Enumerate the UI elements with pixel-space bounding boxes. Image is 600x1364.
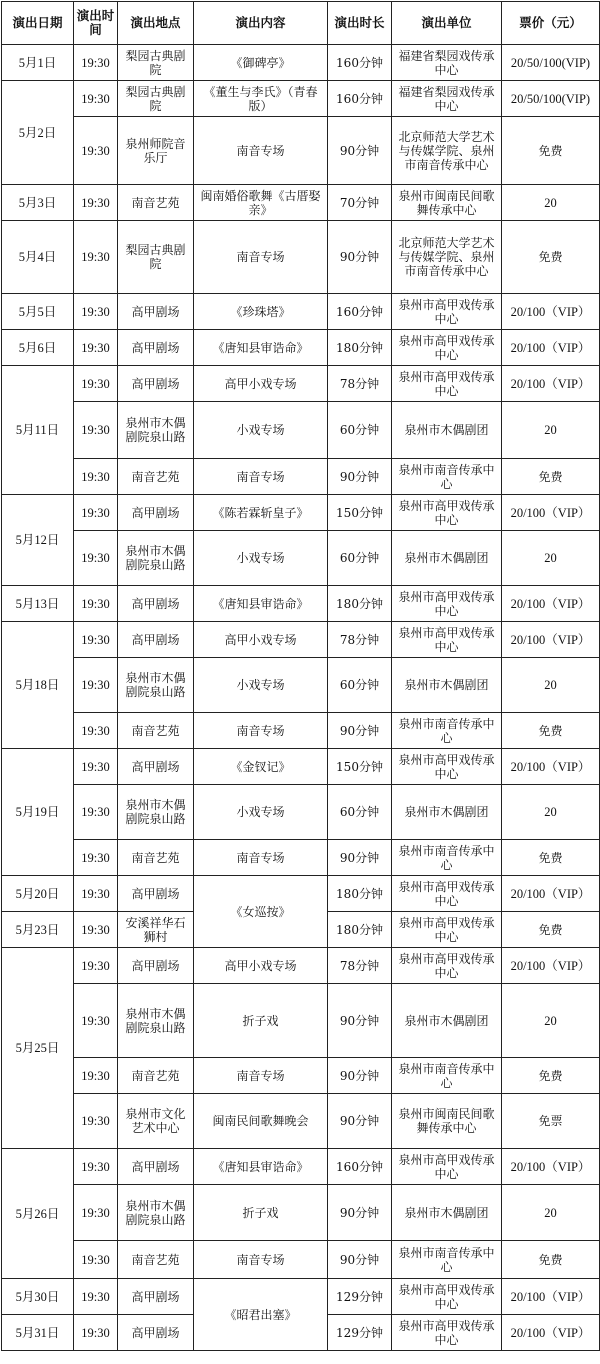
content-cell: 《唐知县审诰命》: [194, 1149, 328, 1185]
venue-cell: 高甲剧场: [118, 330, 194, 366]
duration-cell: 180分钟: [328, 586, 392, 622]
duration-cell: 60分钟: [328, 658, 392, 713]
content-cell: 小戏专场: [194, 785, 328, 840]
content-cell: 《金钗记》: [194, 749, 328, 785]
time-cell: 19:30: [74, 366, 118, 402]
date-cell: 5月19日: [2, 749, 74, 876]
time-cell: 19:30: [74, 840, 118, 876]
duration-cell: 180分钟: [328, 912, 392, 948]
time-cell: 19:30: [74, 1241, 118, 1279]
content-cell: 《唐知县审诰命》: [194, 586, 328, 622]
duration-cell: 60分钟: [328, 785, 392, 840]
unit-cell: 泉州市高甲戏传承中心: [392, 912, 502, 948]
table-row: [2, 495, 600, 531]
unit-cell: 泉州市高甲戏传承中心: [392, 495, 502, 531]
time-cell: 19:30: [74, 948, 118, 984]
venue-cell: 高甲剧场: [118, 495, 194, 531]
time-cell: 19:30: [74, 658, 118, 713]
time-cell: 19:30: [74, 912, 118, 948]
table-row: [2, 1185, 600, 1241]
duration-cell: 90分钟: [328, 1058, 392, 1094]
venue-cell: 高甲剧场: [118, 366, 194, 402]
time-cell: 19:30: [74, 876, 118, 912]
unit-cell: 泉州市木偶剧团: [392, 658, 502, 713]
venue-cell: 泉州市木偶剧院泉山路: [118, 531, 194, 586]
price-cell: 20/100（VIP）: [502, 1279, 600, 1315]
unit-cell: 泉州市闽南民间歌舞传承中心: [392, 1094, 502, 1149]
duration-cell: 60分钟: [328, 402, 392, 459]
date-cell: 5月18日: [2, 622, 74, 749]
time-cell: 19:30: [74, 785, 118, 840]
time-cell: 19:30: [74, 495, 118, 531]
venue-cell: 梨园古典剧院: [118, 81, 194, 117]
venue-cell: 泉州师院音乐厅: [118, 117, 194, 185]
content-cell: 折子戏: [194, 1185, 328, 1241]
date-cell: 5月20日: [2, 876, 74, 912]
duration-cell: 90分钟: [328, 1185, 392, 1241]
time-cell: 19:30: [74, 622, 118, 658]
time-cell: 19:30: [74, 984, 118, 1058]
time-cell: 19:30: [74, 45, 118, 81]
venue-cell: 安溪祥华石狮村: [118, 912, 194, 948]
unit-cell: 泉州市南音传承中心: [392, 713, 502, 749]
content-cell: 《珍珠塔》: [194, 294, 328, 330]
price-cell: 20: [502, 785, 600, 840]
unit-cell: 泉州市高甲戏传承中心: [392, 366, 502, 402]
time-cell: 19:30: [74, 294, 118, 330]
price-cell: 20/100（VIP）: [502, 749, 600, 785]
venue-cell: 高甲剧场: [118, 622, 194, 658]
duration-cell: 90分钟: [328, 459, 392, 495]
time-cell: 19:30: [74, 1094, 118, 1149]
venue-cell: 高甲剧场: [118, 586, 194, 622]
performance-schedule-table: [1, 1, 600, 1351]
unit-cell: 泉州市南音传承中心: [392, 459, 502, 495]
header-venue: 演出地点: [118, 2, 194, 45]
duration-cell: 160分钟: [328, 45, 392, 81]
table-row: [2, 459, 600, 495]
unit-cell: 泉州市高甲戏传承中心: [392, 1149, 502, 1185]
unit-cell: 泉州市南音传承中心: [392, 1241, 502, 1279]
date-cell: 5月13日: [2, 586, 74, 622]
table-row: [2, 658, 600, 713]
duration-cell: 78分钟: [328, 948, 392, 984]
venue-cell: 南音艺苑: [118, 713, 194, 749]
unit-cell: 泉州市高甲戏传承中心: [392, 330, 502, 366]
price-cell: 免费: [502, 221, 600, 294]
price-cell: 20/50/100(VIP): [502, 45, 600, 81]
duration-cell: 90分钟: [328, 1094, 392, 1149]
price-cell: 20/100（VIP）: [502, 495, 600, 531]
content-cell: 《唐知县审诰命》: [194, 330, 328, 366]
venue-cell: 高甲剧场: [118, 749, 194, 785]
header-date: 演出日期: [2, 2, 74, 45]
price-cell: 20/100（VIP）: [502, 330, 600, 366]
duration-cell: 78分钟: [328, 622, 392, 658]
content-cell: 南音专场: [194, 1058, 328, 1094]
time-cell: 19:30: [74, 749, 118, 785]
content-cell: 小戏专场: [194, 658, 328, 713]
date-cell: 5月30日: [2, 1279, 74, 1315]
venue-cell: 高甲剧场: [118, 948, 194, 984]
table-row: [2, 185, 600, 221]
price-cell: 20: [502, 658, 600, 713]
unit-cell: 泉州市高甲戏传承中心: [392, 586, 502, 622]
price-cell: 20/100（VIP）: [502, 586, 600, 622]
table-row: [2, 45, 600, 81]
venue-cell: 高甲剧场: [118, 1149, 194, 1185]
content-cell: 南音专场: [194, 840, 328, 876]
duration-cell: 160分钟: [328, 294, 392, 330]
time-cell: 19:30: [74, 1058, 118, 1094]
duration-cell: 160分钟: [328, 81, 392, 117]
table-row: [2, 1094, 600, 1149]
time-cell: 19:30: [74, 330, 118, 366]
content-cell: 《女巡按》: [194, 876, 328, 948]
time-cell: 19:30: [74, 117, 118, 185]
price-cell: 20: [502, 531, 600, 586]
table-row: [2, 117, 600, 185]
duration-cell: 90分钟: [328, 117, 392, 185]
price-cell: 免费: [502, 1241, 600, 1279]
time-cell: 19:30: [74, 713, 118, 749]
date-cell: 5月12日: [2, 495, 74, 586]
date-cell: 5月25日: [2, 948, 74, 1149]
unit-cell: 福建省梨园戏传承中心: [392, 81, 502, 117]
price-cell: 20/100（VIP）: [502, 1149, 600, 1185]
unit-cell: 泉州市高甲戏传承中心: [392, 1279, 502, 1315]
venue-cell: 高甲剧场: [118, 1279, 194, 1315]
venue-cell: 南音艺苑: [118, 459, 194, 495]
table-row: [2, 81, 600, 117]
time-cell: 19:30: [74, 1185, 118, 1241]
venue-cell: 高甲剧场: [118, 876, 194, 912]
price-cell: 20/100（VIP）: [502, 366, 600, 402]
content-cell: 高甲小戏专场: [194, 622, 328, 658]
unit-cell: 泉州市木偶剧团: [392, 1185, 502, 1241]
unit-cell: 泉州市木偶剧团: [392, 984, 502, 1058]
header-unit: 演出单位: [392, 2, 502, 45]
unit-cell: 北京师范大学艺术与传媒学院、泉州市南音传承中心: [392, 117, 502, 185]
duration-cell: 129分钟: [328, 1279, 392, 1315]
content-cell: 《御碑亭》: [194, 45, 328, 81]
unit-cell: 泉州市木偶剧团: [392, 531, 502, 586]
time-cell: 19:30: [74, 221, 118, 294]
unit-cell: 泉州市高甲戏传承中心: [392, 294, 502, 330]
table-row: [2, 749, 600, 785]
time-cell: 19:30: [74, 1149, 118, 1185]
venue-cell: 泉州市木偶剧院泉山路: [118, 658, 194, 713]
venue-cell: 泉州市木偶剧院泉山路: [118, 785, 194, 840]
time-cell: 19:30: [74, 81, 118, 117]
table-row: [2, 984, 600, 1058]
content-cell: 小戏专场: [194, 531, 328, 586]
price-cell: 20/100（VIP）: [502, 622, 600, 658]
content-cell: 闽南民间歌舞晚会: [194, 1094, 328, 1149]
unit-cell: 北京师范大学艺术与传媒学院、泉州市南音传承中心: [392, 221, 502, 294]
unit-cell: 泉州市高甲戏传承中心: [392, 749, 502, 785]
table-row: [2, 876, 600, 912]
venue-cell: 泉州市木偶剧院泉山路: [118, 984, 194, 1058]
date-cell: 5月26日: [2, 1149, 74, 1279]
venue-cell: 梨园古典剧院: [118, 221, 194, 294]
unit-cell: 泉州市南音传承中心: [392, 1058, 502, 1094]
table-row: [2, 713, 600, 749]
content-cell: 《昭君出塞》: [194, 1279, 328, 1351]
unit-cell: 泉州市高甲戏传承中心: [392, 876, 502, 912]
price-cell: 免费: [502, 117, 600, 185]
header-row: [2, 2, 600, 45]
date-cell: 5月31日: [2, 1315, 74, 1351]
price-cell: 免票: [502, 1094, 600, 1149]
table-row: [2, 330, 600, 366]
date-cell: 5月11日: [2, 366, 74, 495]
price-cell: 免费: [502, 713, 600, 749]
duration-cell: 150分钟: [328, 495, 392, 531]
duration-cell: 90分钟: [328, 840, 392, 876]
date-cell: 5月3日: [2, 185, 74, 221]
duration-cell: 160分钟: [328, 1149, 392, 1185]
content-cell: 《陈若霖斩皇子》: [194, 495, 328, 531]
price-cell: 免费: [502, 1058, 600, 1094]
price-cell: 免费: [502, 840, 600, 876]
price-cell: 20: [502, 185, 600, 221]
unit-cell: 泉州市木偶剧团: [392, 402, 502, 459]
unit-cell: 泉州市高甲戏传承中心: [392, 948, 502, 984]
date-cell: 5月5日: [2, 294, 74, 330]
date-cell: 5月4日: [2, 221, 74, 294]
time-cell: 19:30: [74, 1279, 118, 1315]
table-row: [2, 840, 600, 876]
table-row: [2, 531, 600, 586]
table-row: [2, 366, 600, 402]
unit-cell: 泉州市木偶剧团: [392, 785, 502, 840]
table-row: [2, 1241, 600, 1279]
unit-cell: 泉州市高甲戏传承中心: [392, 622, 502, 658]
price-cell: 20/100（VIP）: [502, 876, 600, 912]
price-cell: 免费: [502, 912, 600, 948]
content-cell: 《董生与李氏》（青春版）: [194, 81, 328, 117]
unit-cell: 泉州市闽南民间歌舞传承中心: [392, 185, 502, 221]
venue-cell: 泉州市文化艺术中心: [118, 1094, 194, 1149]
table-row: [2, 1058, 600, 1094]
price-cell: 20: [502, 402, 600, 459]
unit-cell: 泉州市南音传承中心: [392, 840, 502, 876]
price-cell: 20/50/100(VIP): [502, 81, 600, 117]
duration-cell: 129分钟: [328, 1315, 392, 1351]
price-cell: 20: [502, 984, 600, 1058]
duration-cell: 78分钟: [328, 366, 392, 402]
venue-cell: 梨园古典剧院: [118, 45, 194, 81]
time-cell: 19:30: [74, 531, 118, 586]
date-cell: 5月23日: [2, 912, 74, 948]
price-cell: 免费: [502, 459, 600, 495]
table-row: [2, 1149, 600, 1185]
table-row: [2, 294, 600, 330]
time-cell: 19:30: [74, 586, 118, 622]
content-cell: 南音专场: [194, 1241, 328, 1279]
price-cell: 20/100（VIP）: [502, 948, 600, 984]
table-row: [2, 1279, 600, 1315]
content-cell: 南音专场: [194, 459, 328, 495]
duration-cell: 90分钟: [328, 221, 392, 294]
duration-cell: 90分钟: [328, 713, 392, 749]
time-cell: 19:30: [74, 1315, 118, 1351]
duration-cell: 90分钟: [328, 984, 392, 1058]
time-cell: 19:30: [74, 185, 118, 221]
table-row: [2, 785, 600, 840]
time-cell: 19:30: [74, 402, 118, 459]
content-cell: 折子戏: [194, 984, 328, 1058]
price-cell: 20: [502, 1185, 600, 1241]
date-cell: 5月2日: [2, 81, 74, 185]
venue-cell: 南音艺苑: [118, 185, 194, 221]
content-cell: 闽南婚俗歌舞《古厝娶亲》: [194, 185, 328, 221]
content-cell: 高甲小戏专场: [194, 366, 328, 402]
price-cell: 20/100（VIP）: [502, 294, 600, 330]
table-row: [2, 221, 600, 294]
content-cell: 小戏专场: [194, 402, 328, 459]
content-cell: 高甲小戏专场: [194, 948, 328, 984]
duration-cell: 180分钟: [328, 330, 392, 366]
date-cell: 5月1日: [2, 45, 74, 81]
venue-cell: 泉州市木偶剧院泉山路: [118, 1185, 194, 1241]
unit-cell: 泉州市高甲戏传承中心: [392, 1315, 502, 1351]
venue-cell: 高甲剧场: [118, 1315, 194, 1351]
duration-cell: 70分钟: [328, 185, 392, 221]
date-cell: 5月6日: [2, 330, 74, 366]
venue-cell: 南音艺苑: [118, 840, 194, 876]
duration-cell: 60分钟: [328, 531, 392, 586]
duration-cell: 90分钟: [328, 1241, 392, 1279]
venue-cell: 高甲剧场: [118, 294, 194, 330]
table-row: [2, 622, 600, 658]
duration-cell: 150分钟: [328, 749, 392, 785]
duration-cell: 180分钟: [328, 876, 392, 912]
unit-cell: 福建省梨园戏传承中心: [392, 45, 502, 81]
table-row: [2, 586, 600, 622]
venue-cell: 南音艺苑: [118, 1058, 194, 1094]
header-duration: 演出时长: [328, 2, 392, 45]
content-cell: 南音专场: [194, 117, 328, 185]
venue-cell: 泉州市木偶剧院泉山路: [118, 402, 194, 459]
content-cell: 南音专场: [194, 221, 328, 294]
table-row: [2, 402, 600, 459]
header-time: 演出时间: [74, 2, 118, 45]
price-cell: 20/100（VIP）: [502, 1315, 600, 1351]
time-cell: 19:30: [74, 459, 118, 495]
header-price: 票价（元）: [502, 2, 600, 45]
content-cell: 南音专场: [194, 713, 328, 749]
venue-cell: 南音艺苑: [118, 1241, 194, 1279]
header-content: 演出内容: [194, 2, 328, 45]
table-row: [2, 948, 600, 984]
